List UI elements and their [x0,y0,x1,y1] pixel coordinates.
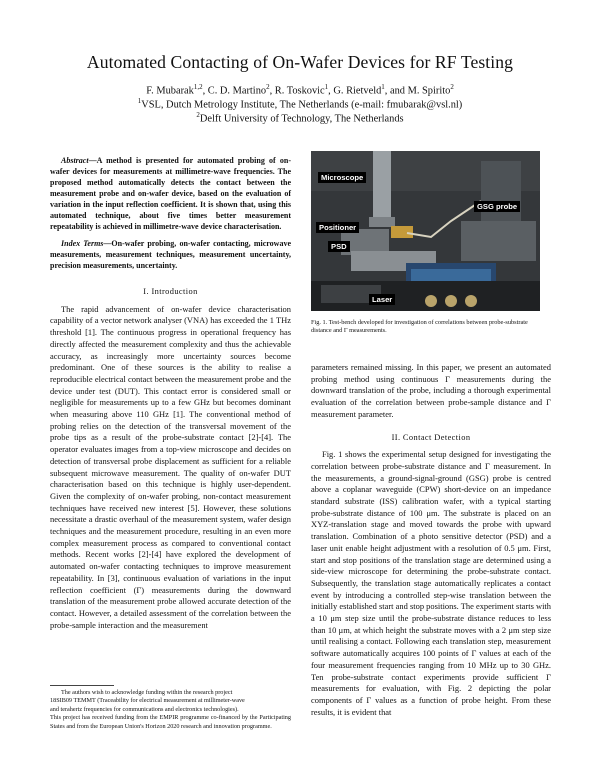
section-1-paragraph-continued: parameters remained missing. In this paper, we present an automated probing method using continuous Γ measurements during the downward translation of the probe, including a thorough experimental evaluation of the correlation between probe-sample distance and Γ measurement parameter. [311,362,551,419]
footnote-rule [50,685,114,686]
footnote-line-1: The authors wish to acknowledge funding within the research project [61,689,233,696]
footnote [50,689,291,731]
section-1-paragraph: The rapid advancement of on-wafer device characterisation capability of a vector network analyser (VNA) has exceeded the 1 THz threshold [1]. The continuous progress in operational frequency has directly affected the measurement complexity and thus the achievable accuracy, as increasingly more uncertainty sources become predominant. One of these sources is the ability to realise a reproducible electrical contact between the measurement probe and the device under test (DUT). This contact error is considered small or negligible for measurements up to a few GHz but becomes dominant when measuring above 110 GHz [1]. The conventional method of probing relies on the detection of the transversal movement of the probe tips as a result of the probe-substrate contact [2]-[4]. The operator evaluates images from a top-view microscope and decides on detection of transversal probe displacement as sufficient for a reliable subsequent microwave measurement. The quality of on-wafer DUT characterisation based on this technique is highly user-dependent. Given the complexity of on-wafer probing, non-contact measurement techniques have received new interest [5]. However, these solutions necessitate a drastic overhaul of the measurement system, wafer design techniques and the measurement procedure, resulting in an even more complex measurement process as compared to conventional contact methods. Recent works [2]-[4] have explored the development of automated on-wafer contacting techniques to improve measurement repeatability. In [3], continuous evaluation of variations in the input reflection coefficient (Γ) measurements during the downward translation of the measurement probe allowed accurate detection of the contact. However, a detailed assessment of the correlation between the probe-sample interaction and the measurement [50,303,291,630]
figure-label-laser: Laser [369,294,395,305]
abstract-label: Abstract [61,156,89,165]
footnote-funding: This project has received funding from the EMPIR programme co-financed by the Participating States and from the European Union's Horizon 2020 research and innovation programme. [50,714,291,730]
index-terms-text: —On-wafer probing, on-wafer contacting, microwave measurements, measurement techniques, measurement uncertainty, precision measurements, uncertainty. [50,239,291,270]
right-column [311,362,551,718]
section-2-paragraph: Fig. 1 shows the experimental setup designed for investigating the correlation between probe-substrate distance and Γ measurement. In the measurements, a ground-signal-ground (GSG) probe is centred above a coplanar waveguide (CPW) short-device on an impedance standard substrate (ISS) calibration wafer, with a typical starting probe-substrate distance of 100 μm. The substrate is placed on an XYZ-translation stage and moved towards the probe with upward translation. Combination of a photo sensitive detector (PSD) and a laser unit enable height adjustment with a resolution of 0.5 μm. First, start and stop positions of the translation stage are determined using a side-view microscope for determining the probe-substrate contact. Subsequently, the translation stage automatically replicates a contact event by introducing a controlled step-wise translation between the initially established start and stop positions. The experiment starts with a 10 μm step size until the probe-substrate distance reduces to less than 10 μm, at which height the substrate moves with a 2 μm step size until realising a contact. Following each translation step, measurement software automatically acquires 100 points of Γ values at each of the four measurement frequencies ranging from 10 MHz up to 30 GHz. Ten probe-substrate contact experiments provide sufficient Γ measurements for evaluation, with Fig. 2 depicting the polar components of Γ values as a function of probe height. From these results, it is evident that [311,449,551,717]
section-2-heading: II. Contact Detection [391,432,471,442]
test-bench-photo [311,151,540,311]
figure-label-positioner: Positioner [316,222,359,233]
left-column [50,155,291,631]
figure-label-gsg-probe: GSG probe [474,201,520,212]
index-terms [50,238,291,271]
abstract [50,155,291,232]
footnote-line-2: 18SIB09 TEMMT (Traceability for electrical measurement at millimeter-wave [50,697,245,705]
footnote-line-3: and terahertz frequencies for communications and electronics technologies). [50,705,239,713]
abstract-text: —A method is presented for automated probing of on-wafer devices for measurements at millimetre-wave frequencies. The proposed method automatically detects the contact between the measurement probe and on-wafer device, based on the evaluation of variation in the input reflection coefficient. It is shown that, using this automated technique, about five times better measurement repeatability is achieved in millimetre-wave device characterisation. [50,156,291,231]
index-terms-label: Index Terms [61,239,104,248]
author-list: F. Mubarak$^{1,2}$, C. D. Martino$^2$, R. Toskovic$^1$, G. Rietveld$^1$, and M. Spirito$^2$ [146,83,454,97]
affiliation-1: $^1$VSL, Dutch Metrology Institute, The Netherlands (e-mail: fmubarak@vsl.nl) [137,97,463,111]
affiliation-2: $^2$Delft University of Technology, The Netherlands [196,111,404,125]
figure-label-microscope: Microscope [318,172,366,183]
section-1-heading: I. Introduction [143,287,198,296]
figure-label-psd: PSD [328,241,350,252]
paper-title: Automated Contacting of On-Wafer Devices for RF Testing [86,52,514,72]
figure-caption: Fig. 1. Test-bench developed for investigation of correlations between probe-substrate distance and Γ measurements. [311,319,528,335]
